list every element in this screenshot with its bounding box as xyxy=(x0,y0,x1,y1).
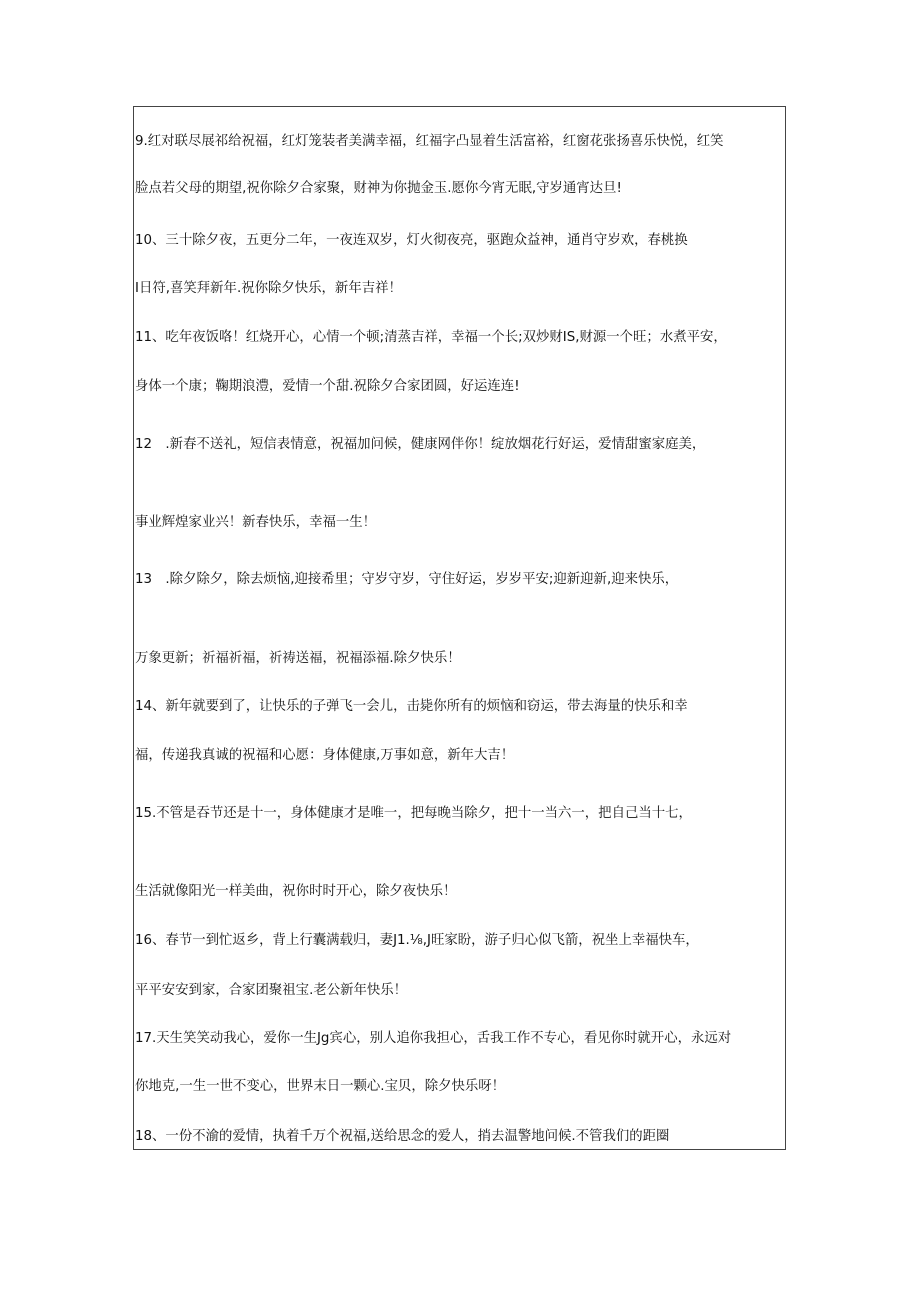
text-line: 9.红对联尽展祁给祝福，红灯笼装者美满幸福，红福字凸显着生活富裕，红窗花张扬喜乐快悦，红笑 xyxy=(135,134,724,149)
text-line: 事业辉煌家业兴！新春快乐，幸福一生！ xyxy=(135,515,377,530)
text-line: I日符,喜笑拜新年.祝你除夕快乐，新年吉祥！ xyxy=(135,281,402,296)
text-line: 16、春节一到忙返乡，背上行囊满载归，妻J1.⅛,J旺家盼，游子归心似飞箭，祝坐上幸福快车， xyxy=(135,933,699,948)
text-line: 平平安安到家，合家团聚祖宝.老公新年快乐！ xyxy=(135,983,408,998)
text-line: 万象更新；祈福祈福，祈祷送福，祝福添福.除夕快乐！ xyxy=(135,651,461,666)
text-line: 14、新年就要到了，让快乐的子弹飞一会儿，击毙你所有的烦恼和窃运，带去海量的快乐和幸 xyxy=(135,699,688,714)
text-line: 10、三十除夕夜，五更分二年，一夜连双岁，灯火彻夜亮，驱跑众益神，通肖守岁欢，春桃换 xyxy=(135,233,688,248)
text-line: 脸点若父母的期望,祝你除夕合家聚，财神为你抛金玉.愿你今宵无眠,守岁通宵达旦! xyxy=(135,181,622,196)
text-line: 15.不管是吞节还是十一，身体健康才是唯一，把每晚当除夕，把十一当六一，把自己当十七， xyxy=(135,806,692,821)
text-line: 身体一个康；鞠期浪澧，爱情一个甜.祝除夕合家团圆，好运连连! xyxy=(135,379,520,394)
text-line: 11、吃年夜饭咯！红烧开心，心情一个顿;清蒸吉祥，幸福一个长;双炒财IS,财源一个旺；水煮平安， xyxy=(135,330,727,345)
text-line: 17.天生笑笑动我心，爱你一生Jg宾心，别人追你我担心，舌我工作不专心，看见你时就开心，永远对 xyxy=(135,1031,732,1046)
text-line: 12 .新春不送礼，短信表情意，祝福加问候，健康网伴你！绽放烟花行好运，爱情甜蜜家庭美， xyxy=(135,437,706,452)
text-line: 生活就像阳光一样美曲，祝你时时开心，除夕夜快乐！ xyxy=(135,884,457,899)
text-line: 18、一份不渝的爱情，执着千万个祝福,送给思念的爱人，捎去温警地问候.不管我们的距圈 xyxy=(135,1129,670,1144)
text-line: 福，传递我真诚的祝福和心愿：身体健康,万事如意，新年大吉！ xyxy=(135,748,515,763)
text-line: 你地克,一生一世不变心，世界末日一颗心.宝贝，除夕快乐呀！ xyxy=(135,1079,506,1094)
text-line: 13 .除夕除夕，除去烦恼,迎接希里；守岁守岁，守住好运，岁岁平安;迎新迎新,迎来快乐， xyxy=(135,572,679,587)
